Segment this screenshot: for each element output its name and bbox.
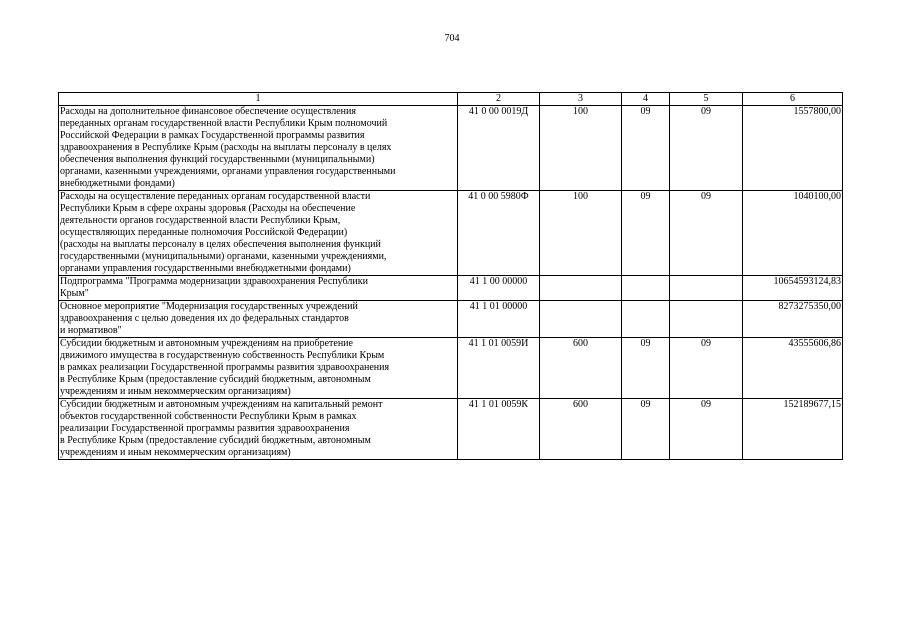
- row-description: Основное мероприятие "Модернизация государственных учреждений здравоохранения с целью доведения их до федеральных стандартов и нормативов": [59, 301, 458, 338]
- budget-table: [58, 92, 843, 460]
- row-subsection: [670, 276, 743, 301]
- row-description: Субсидии бюджетным и автономным учреждениям на капитальный ремонт объектов государственной собственности Республики Крым в рамках реализации Государственной программы развития здравоохранения в Республике Крым (предоставление субсидий бюджетным, автономным учреждениям и иным некоммерческим организациям): [59, 399, 458, 460]
- row-section: 09: [622, 191, 670, 276]
- row-description: Расходы на осуществление переданных органам государственной власти Республики Крым в сфере охраны здоровья (Расходы на обеспечение деятельности органов государственной власти Республики Крым, осуществляющих переданные полномочия Российской Федерации) (расходы на выплаты персоналу в целях обеспечения выполнения функций государственными (муниципальными) органами, казенными учреждениями, органами управления государственными внебюджетными фондами): [59, 191, 458, 276]
- row-amount: 1557800,00: [743, 106, 843, 191]
- column-header: 2: [458, 93, 540, 106]
- row-amount: 43555606,86: [743, 338, 843, 399]
- row-section: 09: [622, 338, 670, 399]
- row-target-code: 41 0 00 0019Д: [458, 106, 540, 191]
- table-row: [59, 106, 843, 191]
- column-header: 3: [540, 93, 622, 106]
- row-expense-type: 100: [540, 191, 622, 276]
- row-amount: 10654593124,83: [743, 276, 843, 301]
- row-section: 09: [622, 106, 670, 191]
- row-description: Субсидии бюджетным и автономным учреждениям на приобретение движимого имущества в государственную собственность Республики Крым в рамках реализации Государственной программы развития здравоохранения в Республике Крым (предоставление субсидий бюджетным, автономным учреждениям и иным некоммерческим организациям): [59, 338, 458, 399]
- row-amount: 152189677,15: [743, 399, 843, 460]
- table-row: [59, 399, 843, 460]
- row-expense-type: 600: [540, 338, 622, 399]
- row-subsection: 09: [670, 191, 743, 276]
- row-section: 09: [622, 399, 670, 460]
- row-subsection: 09: [670, 338, 743, 399]
- table-row: [59, 338, 843, 399]
- row-target-code: 41 0 00 5980Ф: [458, 191, 540, 276]
- column-header: 4: [622, 93, 670, 106]
- row-expense-type: [540, 301, 622, 338]
- row-expense-type: 600: [540, 399, 622, 460]
- row-amount: 1040100,00: [743, 191, 843, 276]
- column-header: 5: [670, 93, 743, 106]
- table-row: [59, 276, 843, 301]
- row-expense-type: 100: [540, 106, 622, 191]
- table-row: [59, 301, 843, 338]
- column-header: 6: [743, 93, 843, 106]
- row-target-code: 41 1 01 0059И: [458, 338, 540, 399]
- row-target-code: 41 1 01 0059К: [458, 399, 540, 460]
- column-header: 1: [59, 93, 458, 106]
- table-header-row: [59, 93, 843, 106]
- row-amount: 8273275350,00: [743, 301, 843, 338]
- row-target-code: 41 1 00 00000: [458, 276, 540, 301]
- page-number: 704: [444, 33, 460, 44]
- row-target-code: 41 1 01 00000: [458, 301, 540, 338]
- row-subsection: 09: [670, 106, 743, 191]
- row-description: Подпрограмма "Программа модернизации здравоохранения Республики Крым": [59, 276, 458, 301]
- row-description: Расходы на дополнительное финансовое обеспечение осуществления переданных органам государственной власти Республики Крым полномочий Российской Федерации в рамках Государственной программы развития здравоохранения в Республике Крым (расходы на выплаты персоналу в целях обеспечения выполнения функций государственными (муниципальными) органами, казенными учреждениями, органами управления государственными внебюджетными фондами): [59, 106, 458, 191]
- row-expense-type: [540, 276, 622, 301]
- row-subsection: 09: [670, 399, 743, 460]
- table-row: [59, 191, 843, 276]
- row-section: [622, 276, 670, 301]
- row-subsection: [670, 301, 743, 338]
- row-section: [622, 301, 670, 338]
